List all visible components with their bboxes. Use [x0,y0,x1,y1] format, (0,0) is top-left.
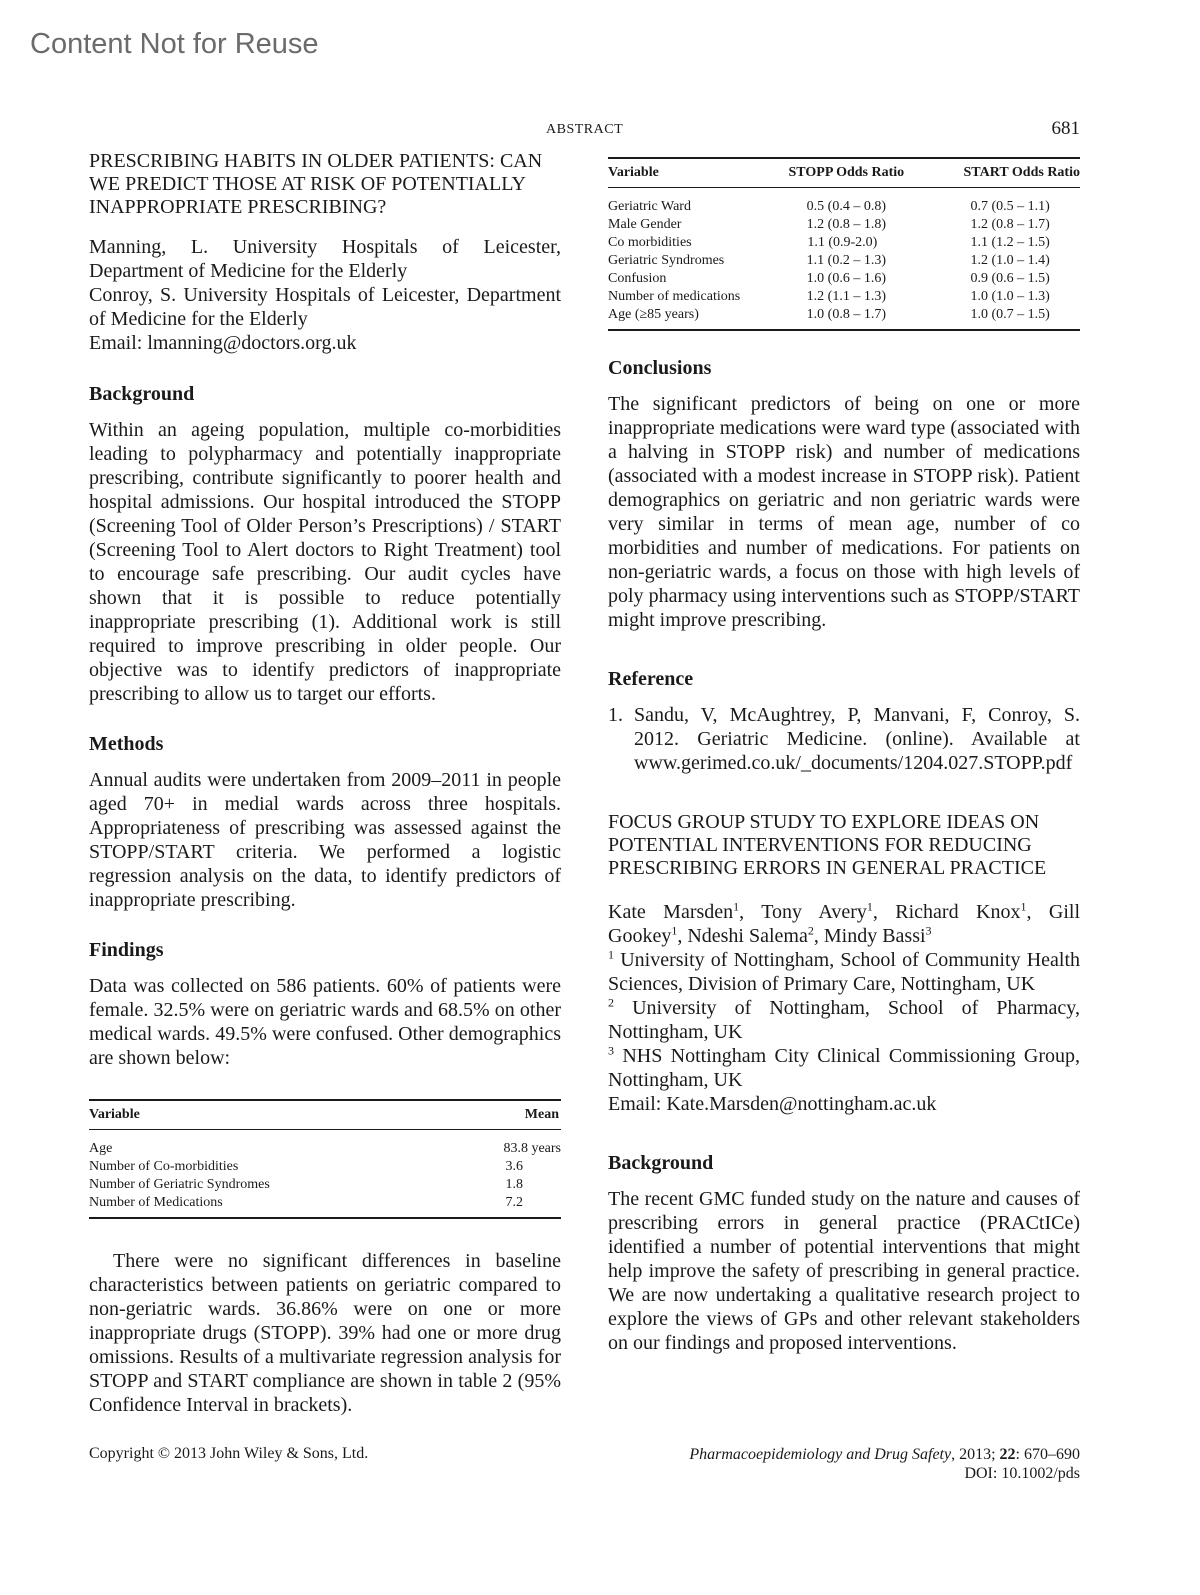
column-header: Mean [524,1107,559,1122]
table-row [89,1130,561,1159]
author-name: Kate Marsden [608,901,734,923]
findings-continued-text: There were no significant differences in baseline characteristics between patients on geriatric compared to non-geriatric wards. 36.86% were on one or more inappropriate drugs (STOPP). 39% had one or more drug omissions. Results of a multivariate regression analysis for STOPP and START compliance are shown in table 2 (95% Confidence Interval in brackets). [89,1250,561,1416]
author-superscript: 1 [1020,899,1027,914]
author-superscript: 2 [807,923,814,938]
methods-text: Annual audits were undertaken from 2009–2011 in people aged 70+ in medial wards across three hospitals. Appropriateness of prescribing was assessed against the STOPP/START criteria. We performed a logistic regression analysis on the data, to identify predictors of inappropriate prescribing. [89,769,561,911]
table-cell: 1.2 (1.1 – 1.3) [806,289,886,304]
journal-citation [689,1445,1080,1483]
author-name: Ndeshi Salema [687,925,808,947]
author-affiliation: Conroy, S. University Hospitals of Leicester, Department of Medicine for the Elderly [89,284,561,330]
affiliation-text: University of Nottingham, School of Community Health Sciences, Division of Primary Care, Nottingham, UK [608,949,1081,995]
affiliation-text: NHS Nottingham City Clinical Commissioning Group, Nottingham, UK [608,1045,1080,1091]
table-cell: Number of medications [608,289,741,304]
author-email: Email: lmanning@doctors.org.uk [89,332,357,354]
right-column [608,157,1080,1355]
table-cell: 0.9 (0.6 – 1.5) [970,271,1050,286]
citation-pages: : 670–690 [1015,1446,1080,1463]
findings-text: Data was collected on 586 patients. 60% of patients were female. 32.5% were on geriatric wards and 68.5% on other medical wards. 49.5% were confused. Other demographics are shown below: [89,975,561,1069]
table-header-row [89,1100,561,1130]
copyright-notice: Copyright © 2013 John Wiley & Sons, Ltd. [89,1445,369,1462]
page-number: 681 [1051,118,1080,139]
author-name: Tony Avery [761,901,867,923]
table-cell: Male Gender [608,217,682,232]
table-header-row [608,158,1080,188]
table-row [608,234,1080,252]
background-heading: Background [608,1152,714,1174]
background-text: The recent GMC funded study on the nature and causes of prescribing errors in general practice (PRACtICe) identified a number of potential interventions that might help improve the safety of prescribing in general practice. We are now undertaking a qualitative research project to explore the views of GPs and other relevant stakeholders on our findings and proposed interventions. [608,1188,1080,1354]
table-row [89,1158,561,1176]
affiliation-superscript: 1 [608,947,614,962]
table-cell: 0.5 (0.4 – 0.8) [806,199,886,214]
author-affiliation: Manning, L. University Hospitals of Leicester, Department of Medicine for the Elderly [89,236,561,282]
table-row [608,216,1080,234]
methods-heading: Methods [89,733,164,755]
reference-heading: Reference [608,668,694,690]
table-cell: 7.2 [505,1195,523,1210]
table-row [608,188,1080,217]
table-cell: 83.8 years [503,1141,561,1156]
table-row [89,1194,561,1218]
column-header: START Odds Ratio [963,165,1080,180]
running-head: ABSTRACT [546,122,624,137]
author-list: Kate Marsden$^1$, Tony Avery$^1$, Richard Knox$^1$, Gill Gookey$^1$, Ndeshi Salema$^2$, Mindy Bassi$^3$ [608,899,1081,947]
author-name: Mindy Bassi [823,925,926,947]
table-cell: 1.2 (1.0 – 1.4) [970,253,1050,268]
article-title: FOCUS GROUP STUDY TO EXPLORE IDEAS ON POTENTIAL INTERVENTIONS FOR REDUCING PRESCRIBING ERRORS IN GENERAL PRACTICE [608,811,1047,879]
background-text: Within an ageing population, multiple co-morbidities leading to polypharmacy and potentially inappropriate prescribing, contribute significantly to poorer health and hospital admissions. Our hospital introduced the STOPP (Screening Tool of Older Person’s Prescriptions) / START (Screening Tool to Alert doctors to Right Treatment) tool to encourage safe prescribing. Our audit cycles have shown that it is possible to reduce potentially inappropriate prescribing (1). Additional work is still required to improve prescribing in older people. Our objective was to identify predictors of inappropriate prescribing to allow us to target our efforts. [89,419,561,705]
affiliation-superscript: 2 [608,995,614,1010]
table-cell: 1.0 (1.0 – 1.3) [970,289,1050,304]
table-cell: 1.1 (0.9-2.0) [807,235,878,250]
author-name: Richard Knox [895,901,1021,923]
author-superscript: 1 [733,899,740,914]
table-cell: 3.6 [505,1159,523,1174]
reference-item [608,703,1080,775]
table-cell: 1.2 (0.8 – 1.8) [806,217,886,232]
affiliation [608,1044,1080,1092]
table-cell: Confusion [608,271,667,286]
table-row [89,1176,561,1194]
doi: DOI: 10.1002/pds [964,1465,1080,1482]
table-cell: 0.7 (0.5 – 1.1) [970,199,1050,214]
table-cell: Co morbidities [608,235,692,250]
table-cell: 1.0 (0.7 – 1.5) [970,307,1050,322]
author-superscript: 3 [925,923,932,938]
reference-text: Sandu, V, McAughtrey, P, Manvani, F, Conroy, S. 2012. Geriatric Medicine. (online). Available at www.gerimed.co.uk/_documents/1204.027.STOPP.pdf [634,704,1080,774]
affiliation [608,948,1080,996]
table-cell: Number of Geriatric Syndromes [89,1177,270,1192]
table-cell: Geriatric Ward [608,199,691,214]
table-row [608,270,1080,288]
column-header: Variable [608,165,659,180]
table-row [608,306,1080,330]
table-cell: 1.2 (0.8 – 1.7) [970,217,1050,232]
author-name: Gill Gookey [608,901,1081,947]
table-cell: Number of Medications [89,1195,223,1210]
author-block [89,235,561,355]
table-cell: Age [89,1141,113,1156]
affiliation-text: University of Nottingham, School of Pharmacy, Nottingham, UK [608,997,1080,1043]
author-email: Email: Kate.Marsden@nottingham.ac.uk [608,1093,937,1115]
citation-year: , 2013; [951,1446,1000,1463]
table-cell: Number of Co-morbidities [89,1159,239,1174]
affiliation [608,996,1080,1044]
journal-name: Pharmacoepidemiology and Drug Safety [689,1446,952,1463]
findings-heading: Findings [89,939,164,961]
conclusions-heading: Conclusions [608,357,712,379]
table-cell: Age (≥85 years) [608,307,699,322]
reference-list [608,703,1080,775]
table-cell: 1.0 (0.8 – 1.7) [806,307,886,322]
citation-volume: 22 [999,1446,1016,1463]
demographics-table [89,1099,561,1219]
table-cell: Geriatric Syndromes [608,253,725,268]
author-superscript: 1 [671,923,678,938]
reference-number: 1. [608,704,623,726]
table-cell: 1.1 (1.2 – 1.5) [970,235,1050,250]
table-cell: 1.0 (0.6 – 1.6) [806,271,886,286]
left-column [89,150,561,1417]
table-cell: 1.8 [505,1177,523,1192]
article-title: PRESCRIBING HABITS IN OLDER PATIENTS: CAN WE PREDICT THOSE AT RISK OF POTENTIALLY INAPPROPRIATE PRESCRIBING? [89,150,543,218]
column-header: STOPP Odds Ratio [788,165,905,180]
author-superscript: 1 [866,899,873,914]
column-header: Variable [89,1107,140,1122]
watermark: Content Not for Reuse [30,28,319,60]
regression-table [608,157,1080,331]
table-cell: 1.1 (0.2 – 1.3) [806,253,886,268]
conclusions-text: The significant predictors of being on one or more inappropriate medications were ward type (associated with a halving in STOPP risk) and number of medications (associated with a modest increase in STOPP risk). Patient demographics on geriatric and non geriatric wards were very similar in terms of mean age, number of co morbidities and number of medications. For patients on non-geriatric wards, a focus on those with high levels of poly pharmacy using interventions such as STOPP/START might improve prescribing. [608,393,1080,631]
table-row [608,288,1080,306]
background-heading: Background [89,383,195,405]
table-row [608,252,1080,270]
affiliation-superscript: 3 [608,1043,614,1058]
